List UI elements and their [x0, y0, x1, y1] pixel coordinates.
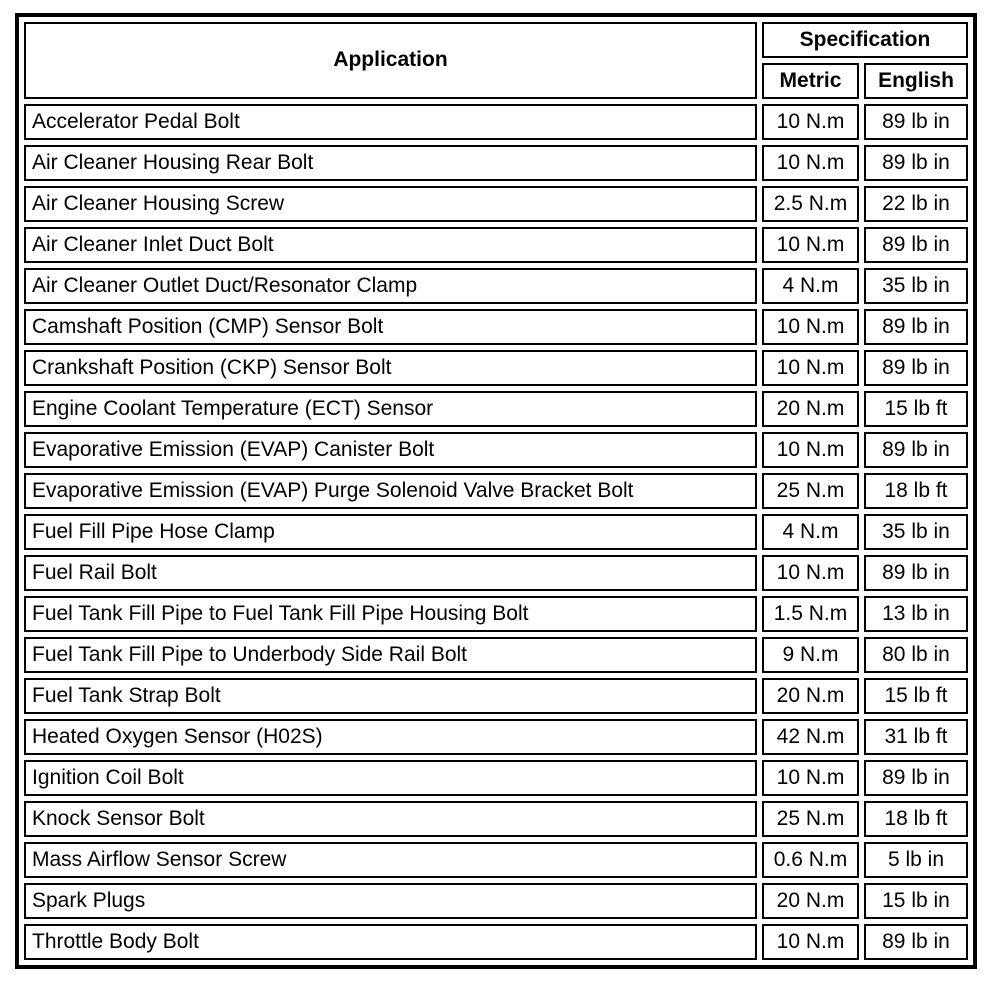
english-cell: 35 lb in	[864, 514, 968, 550]
english-cell: 5 lb in	[864, 842, 968, 878]
english-cell: 89 lb in	[864, 104, 968, 140]
english-cell: 18 lb ft	[864, 801, 968, 837]
english-cell: 13 lb in	[864, 596, 968, 632]
english-cell: 80 lb in	[864, 637, 968, 673]
application-column-header: Application	[24, 22, 757, 99]
metric-cell: 10 N.m	[762, 432, 859, 468]
application-cell: Camshaft Position (CMP) Sensor Bolt	[24, 309, 757, 345]
table-row	[24, 473, 968, 509]
application-cell: Fuel Rail Bolt	[24, 555, 757, 591]
metric-cell: 20 N.m	[762, 391, 859, 427]
table-row	[24, 719, 968, 755]
table-row	[24, 883, 968, 919]
metric-cell: 10 N.m	[762, 104, 859, 140]
metric-cell: 10 N.m	[762, 555, 859, 591]
table-row	[24, 637, 968, 673]
application-cell: Fuel Tank Fill Pipe to Fuel Tank Fill Pipe Housing Bolt	[24, 596, 757, 632]
english-cell: 35 lb in	[864, 268, 968, 304]
application-cell: Air Cleaner Outlet Duct/Resonator Clamp	[24, 268, 757, 304]
metric-cell: 20 N.m	[762, 883, 859, 919]
application-cell: Mass Airflow Sensor Screw	[24, 842, 757, 878]
english-cell: 15 lb ft	[864, 678, 968, 714]
metric-cell: 25 N.m	[762, 473, 859, 509]
metric-cell: 0.6 N.m	[762, 842, 859, 878]
table-row	[24, 842, 968, 878]
english-cell: 22 lb in	[864, 186, 968, 222]
metric-column-header: Metric	[762, 63, 859, 99]
table-row	[24, 924, 968, 960]
table-body	[24, 104, 968, 960]
table-row	[24, 555, 968, 591]
application-cell: Knock Sensor Bolt	[24, 801, 757, 837]
english-cell: 89 lb in	[864, 555, 968, 591]
application-cell: Throttle Body Bolt	[24, 924, 757, 960]
application-cell: Evaporative Emission (EVAP) Canister Bolt	[24, 432, 757, 468]
metric-cell: 4 N.m	[762, 268, 859, 304]
metric-cell: 10 N.m	[762, 309, 859, 345]
application-cell: Air Cleaner Housing Rear Bolt	[24, 145, 757, 181]
application-cell: Engine Coolant Temperature (ECT) Sensor	[24, 391, 757, 427]
table-row	[24, 145, 968, 181]
table-row	[24, 678, 968, 714]
application-cell: Fuel Tank Fill Pipe to Underbody Side Rail Bolt	[24, 637, 757, 673]
application-cell: Spark Plugs	[24, 883, 757, 919]
table-row	[24, 104, 968, 140]
english-cell: 89 lb in	[864, 309, 968, 345]
english-cell: 89 lb in	[864, 350, 968, 386]
metric-cell: 42 N.m	[762, 719, 859, 755]
application-cell: Air Cleaner Housing Screw	[24, 186, 757, 222]
metric-cell: 10 N.m	[762, 350, 859, 386]
fastener-tightening-spec-table	[15, 13, 977, 969]
application-cell: Air Cleaner Inlet Duct Bolt	[24, 227, 757, 263]
application-cell: Heated Oxygen Sensor (H02S)	[24, 719, 757, 755]
metric-cell: 9 N.m	[762, 637, 859, 673]
table-row	[24, 514, 968, 550]
table-row	[24, 801, 968, 837]
english-cell: 89 lb in	[864, 432, 968, 468]
metric-cell: 10 N.m	[762, 924, 859, 960]
english-cell: 18 lb ft	[864, 473, 968, 509]
table-row	[24, 391, 968, 427]
english-cell: 31 lb ft	[864, 719, 968, 755]
english-cell: 89 lb in	[864, 760, 968, 796]
table-row	[24, 186, 968, 222]
metric-cell: 10 N.m	[762, 760, 859, 796]
table-row	[24, 760, 968, 796]
metric-cell: 25 N.m	[762, 801, 859, 837]
application-cell: Evaporative Emission (EVAP) Purge Solenoid Valve Bracket Bolt	[24, 473, 757, 509]
application-cell: Fuel Tank Strap Bolt	[24, 678, 757, 714]
metric-cell: 10 N.m	[762, 145, 859, 181]
application-cell: Ignition Coil Bolt	[24, 760, 757, 796]
table-row	[24, 268, 968, 304]
metric-cell: 20 N.m	[762, 678, 859, 714]
application-cell: Fuel Fill Pipe Hose Clamp	[24, 514, 757, 550]
english-cell: 89 lb in	[864, 227, 968, 263]
metric-cell: 1.5 N.m	[762, 596, 859, 632]
header-row-1	[24, 22, 968, 58]
english-cell: 15 lb ft	[864, 391, 968, 427]
metric-cell: 2.5 N.m	[762, 186, 859, 222]
english-cell: 89 lb in	[864, 145, 968, 181]
table-header	[24, 22, 968, 99]
application-cell: Crankshaft Position (CKP) Sensor Bolt	[24, 350, 757, 386]
table-row	[24, 227, 968, 263]
table-row	[24, 309, 968, 345]
metric-cell: 4 N.m	[762, 514, 859, 550]
english-column-header: English	[864, 63, 968, 99]
application-cell: Accelerator Pedal Bolt	[24, 104, 757, 140]
specification-column-group-header: Specification	[762, 22, 968, 58]
table-row	[24, 596, 968, 632]
metric-cell: 10 N.m	[762, 227, 859, 263]
table-row	[24, 432, 968, 468]
english-cell: 15 lb in	[864, 883, 968, 919]
english-cell: 89 lb in	[864, 924, 968, 960]
table-row	[24, 350, 968, 386]
